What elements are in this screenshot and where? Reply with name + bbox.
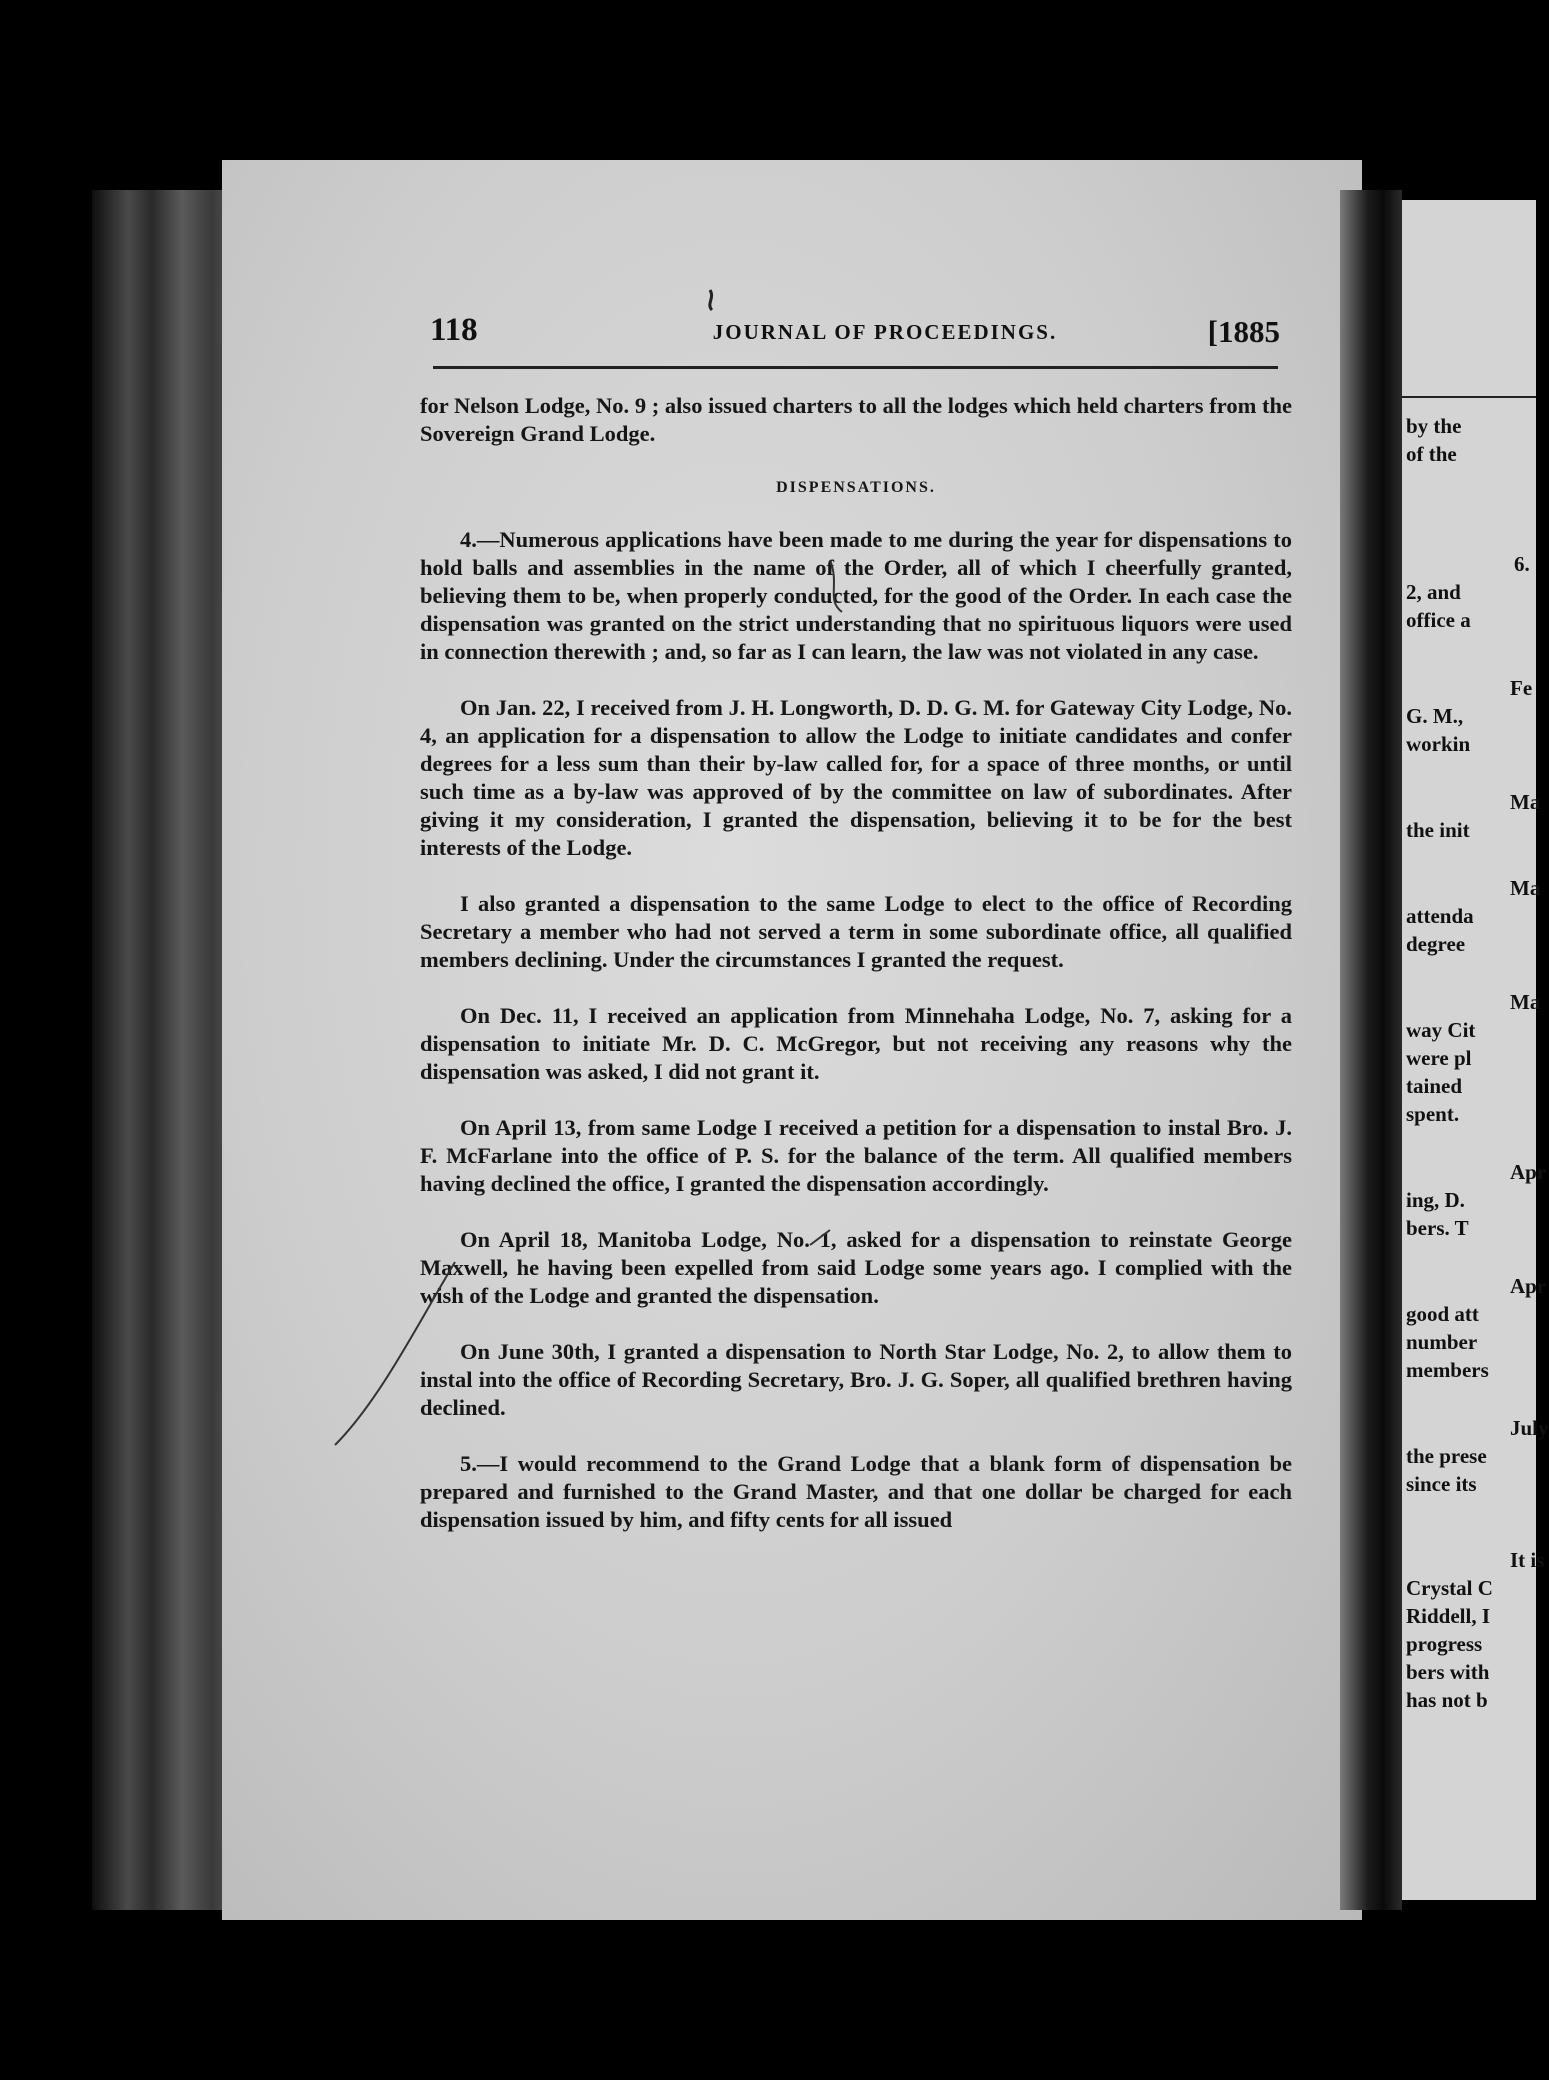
right-page-line: spent.	[1406, 1102, 1460, 1126]
right-page-line: Ma	[1510, 990, 1541, 1014]
right-page-line: G. M.,	[1406, 704, 1464, 728]
right-page-line: has not b	[1406, 1688, 1488, 1712]
right-page-line: of the	[1406, 442, 1457, 466]
right-page-line: ing, D.	[1406, 1188, 1465, 1212]
right-page-line: workin	[1406, 732, 1471, 756]
right-page-line: by the	[1406, 414, 1462, 438]
right-page-line: Riddell, I	[1406, 1604, 1491, 1628]
header-rule	[433, 366, 1278, 369]
right-page-line: It is	[1510, 1548, 1545, 1572]
right-page-line: since its	[1406, 1472, 1477, 1496]
right-page-line: good att	[1406, 1302, 1479, 1326]
paragraph-recording-secretary: I also granted a dispensation to the same Lodge to elect to the office of Recording Secretary a member who had not served a term in some subordinate office, all qualified members declining. Under the circumstances I granted the request.	[420, 891, 1292, 972]
page-body	[420, 392, 1292, 1562]
right-page-line: July	[1510, 1416, 1549, 1440]
running-head	[430, 312, 1280, 362]
right-page-line: degree	[1406, 932, 1466, 956]
right-page-line: progress	[1406, 1632, 1483, 1656]
right-page-line: bers with	[1406, 1660, 1490, 1684]
right-page-line: way Cit	[1406, 1018, 1476, 1042]
paragraph-mcfarlane: On April 13, from same Lodge I received a petition for a dispensation to instal Bro. J. F. McFarlane into the office of P. S. for the balance of the term. All qualified members having declined the office, I granted the dispensation accordingly.	[420, 1115, 1292, 1196]
paragraph-manitoba-lodge: On April 18, Manitoba Lodge, No. 1, asked for a dispensation to reinstate George Maxwell, he having been expelled from said Lodge some years ago. I complied with the wish of the Lodge and granted the dispensation.	[420, 1227, 1292, 1308]
paragraph-north-star-lodge: On June 30th, I granted a dispensation to North Star Lodge, No. 2, to allow them to instal into the office of Recording Secretary, Bro. J. G. Soper, all qualified brethren having declined.	[420, 1339, 1292, 1420]
right-page-line: number	[1406, 1330, 1478, 1354]
intro-paragraph: for Nelson Lodge, No. 9 ; also issued charters to all the lodges which held charters from the Sovereign Grand Lodge.	[420, 393, 1292, 446]
right-page-line: Apr	[1510, 1160, 1547, 1184]
right-page-line: the init	[1406, 818, 1470, 842]
right-page-line: Crystal C	[1406, 1576, 1493, 1600]
paragraph-4-dispensations: 4.—Numerous applications have been made to me during the year for dispensations to hold balls and assemblies in the name of the Order, all of which I cheerfully granted, believing them to be, when properly conducted, for the good of the Order. In each case the dispensation was granted on the strict understanding that no spirituous liquors were used in connection therewith ; and, so far as I can learn, the law was not violated in any case.	[420, 527, 1292, 664]
right-page-line: the prese	[1406, 1444, 1487, 1468]
right-page-line: bers. T	[1406, 1216, 1469, 1240]
book-gutter	[1340, 190, 1402, 1910]
right-page-line: 2, and	[1406, 580, 1461, 604]
right-page-line: members	[1406, 1358, 1489, 1382]
right-page-line: attenda	[1406, 904, 1474, 928]
right-page-line: office a	[1406, 608, 1471, 632]
right-page-line: Ma	[1510, 876, 1541, 900]
right-page-fragment	[1402, 200, 1549, 1900]
right-page-rule	[1402, 396, 1536, 398]
journal-title: JOURNAL OF PROCEEDINGS.	[712, 320, 1058, 344]
section-heading: DISPENSATIONS.	[776, 479, 936, 496]
right-page-line: Fe	[1510, 676, 1533, 700]
paragraph-5-recommendation: 5.—I would recommend to the Grand Lodge that a blank form of dispensation be prepared and furnished to the Grand Master, and that one dollar be charged for each dispensation issued by him, and fifty cents for all issued	[420, 1451, 1292, 1532]
year-marker: [1885	[1207, 314, 1280, 349]
right-page-line: were pl	[1406, 1046, 1472, 1070]
paragraph-minnehaha-lodge: On Dec. 11, I received an application from Minnehaha Lodge, No. 7, asking for a dispensation to initiate Mr. D. C. McGregor, but not receiving any reasons why the dispensation was asked, I did not grant it.	[420, 1003, 1292, 1084]
right-page-line: tained	[1406, 1074, 1463, 1098]
paragraph-gateway-lodge: On Jan. 22, I received from J. H. Longworth, D. D. G. M. for Gateway City Lodge, No. 4, an application for a dispensation to allow the Lodge to initiate candidates and confer degrees for a less sum than their by-law called for, for a space of three months, or until such time as a by-law was approved of by the committee on law of subordinates. After giving it my consideration, I granted the dispensation, believing it to be for the best interests of the Lodge.	[420, 695, 1292, 860]
right-page-line: Apr	[1510, 1274, 1547, 1298]
page-number: 118	[430, 312, 478, 348]
right-page-line: 6.	[1514, 552, 1530, 576]
right-page-line: Ma	[1510, 790, 1541, 814]
